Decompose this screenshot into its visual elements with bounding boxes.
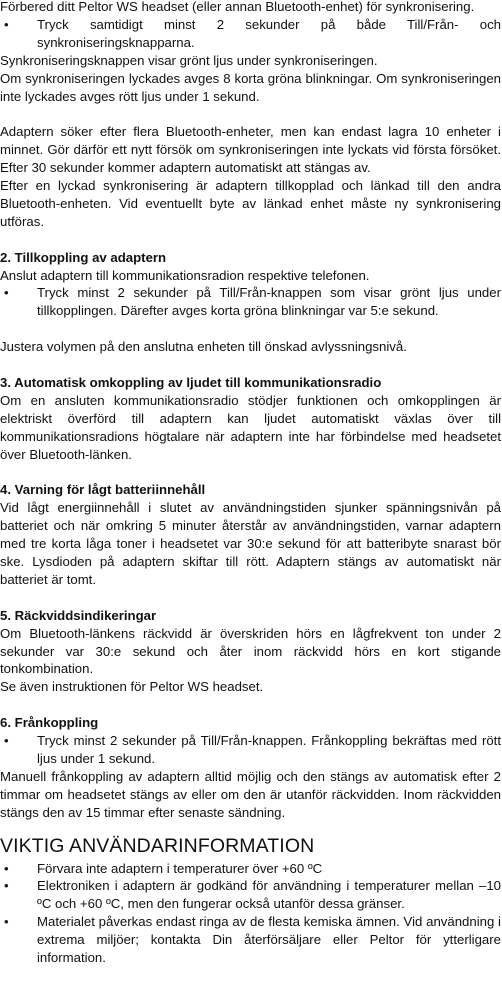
spacer [0, 231, 501, 249]
info-bullet-storage-temp [0, 860, 501, 878]
sec4-paragraph-low-battery: Vid lågt energiinnehåll i slutet av användningstiden sjunker spänningsnivån på batteriet och när omkring 5 minuter återstår av användningstiden, varnar adaptern med tre korta låga toner i headsetet var 30:e sekund för att batteribyte snarast bör ske. Lysdioden på adaptern skiftar till rött. Adaptern stängs av automatiskt när batteriet är tomt. [0, 500, 501, 587]
sec6-paragraph-manual-off: Manuell frånkoppling av adaptern alltid möjlig och den stängs av automatisk efter 2 timmar om headsetet stängs av eller om den är utanför räckvidden. Inom räckvidden stängs den av 15 timmar efter senaste sändning. [0, 768, 501, 820]
bullet-text: Elektroniken i adaptern är godkänd för användning i temperaturer mellan –10 ºC och +60 ºC, men den fungerar också utanför dessa gränser. [37, 878, 501, 912]
bullet-marker: • [4, 914, 9, 930]
sec5-paragraph-see-also: Se även instruktionen för Peltor WS headset. [0, 679, 264, 695]
bullet-text: Tryck samtidigt minst 2 sekunder på både Till/Från- och synkroniseringsknapparna. [37, 16, 501, 50]
bullet-marker: • [4, 285, 9, 301]
section-heading-auto-switch: 3. Automatisk omkoppling av ljudet till kommunikationsradio [0, 374, 382, 390]
sec2-paragraph-connect: Anslut adaptern till kommunikationsradion respektive telefonen. [0, 267, 370, 283]
sec3-paragraph-auto-switch: Om en ansluten kommunikationsradio stödjer funktionen och omkopplingen är elektriskt överförd till adaptern kan ljudet automatiskt växlas över till kommunikationsradions högtalare när adaptern inte har förbindelse med headsetet över Bluetooth-länken. [0, 392, 501, 462]
intro-bullet-press-buttons [0, 16, 501, 52]
section-heading-range: 5. Räckviddsindikeringar [0, 607, 157, 623]
bullet-text: Tryck minst 2 sekunder på Till/Från-knappen. Frånkoppling bekräftas med rött ljus under 1 sekund. [37, 733, 501, 766]
spacer [0, 105, 501, 123]
spacer [0, 356, 501, 374]
spacer [0, 464, 501, 482]
spacer [0, 696, 501, 714]
bullet-text: Materialet påverkas endast ringa av de flesta kemiska ämnen. Vid användning i extrema miljöer; kontakta Din återförsäljare eller Peltor för ytterligare information. [37, 914, 501, 966]
intro-paragraph-linked: Efter en lyckad synkronisering är adaptern tillkopplad och länkad till den andra Bluetooth-enheten. Vid eventuellt byte av länkad enhet måste ny synkronisering utföras. [0, 178, 501, 229]
info-bullet-chemicals [0, 913, 501, 967]
important-info-heading: VIKTIG ANVÄNDARINFORMATION [0, 834, 315, 857]
intro-paragraph-prepare: Förbered ditt Peltor WS headset (eller annan Bluetooth-enhet) för synkronisering. [0, 0, 475, 14]
info-bullet-operating-temp [0, 877, 501, 913]
section-heading-connect: 2. Tillkoppling av adaptern [0, 249, 167, 265]
spacer [0, 589, 501, 607]
bullet-marker: • [4, 878, 9, 894]
intro-paragraph-sync-light: Synkroniseringsknappen visar grönt ljus under synkroniseringen. [0, 52, 378, 68]
sec5-paragraph-range: Om Bluetooth-länkens räckvidd är överskriden hörs en lågfrekvent ton under 2 sekunder var 30:e sekund och åter inom räckvidd hörs en kort stigande tonkombination. [0, 625, 501, 677]
section-heading-low-battery: 4. Varning för lågt batteriinnehåll [0, 482, 206, 498]
spacer [0, 320, 501, 338]
sec6-bullet-press-onoff [0, 732, 501, 768]
bullet-marker: • [4, 16, 9, 32]
intro-paragraph-search: Adaptern söker efter flera Bluetooth-enheter, men kan endast lagra 10 enheter i minnet. Gör därför ett nytt försök om synkroniseringen inte lyckats vid första försöket. Efter 30 sekunder kommer adaptern automatiskt att stängas av. [0, 124, 501, 176]
bullet-marker: • [4, 733, 9, 749]
intro-paragraph-sync-result: Om synkroniseringen lyckades avges 8 korta gröna blinkningar. Om synkroniseringen inte lyckades avges rött ljus under 1 sekund. [0, 70, 501, 104]
bullet-marker: • [4, 860, 9, 876]
section-heading-disconnect: 6. Frånkoppling [0, 715, 99, 731]
bullet-text: Tryck minst 2 sekunder på Till/Från-knappen som visar grönt ljus under tillkopplingen. Därefter avges korta gröna blinkningar var 5:e sekund. [37, 285, 501, 319]
sec2-bullet-press-onoff [0, 284, 501, 320]
sec2-paragraph-volume: Justera volymen på den anslutna enheten till önskad avlyssningsnivå. [0, 339, 407, 355]
bullet-text: Förvara inte adaptern i temperaturer över +60 ºC [37, 860, 323, 876]
